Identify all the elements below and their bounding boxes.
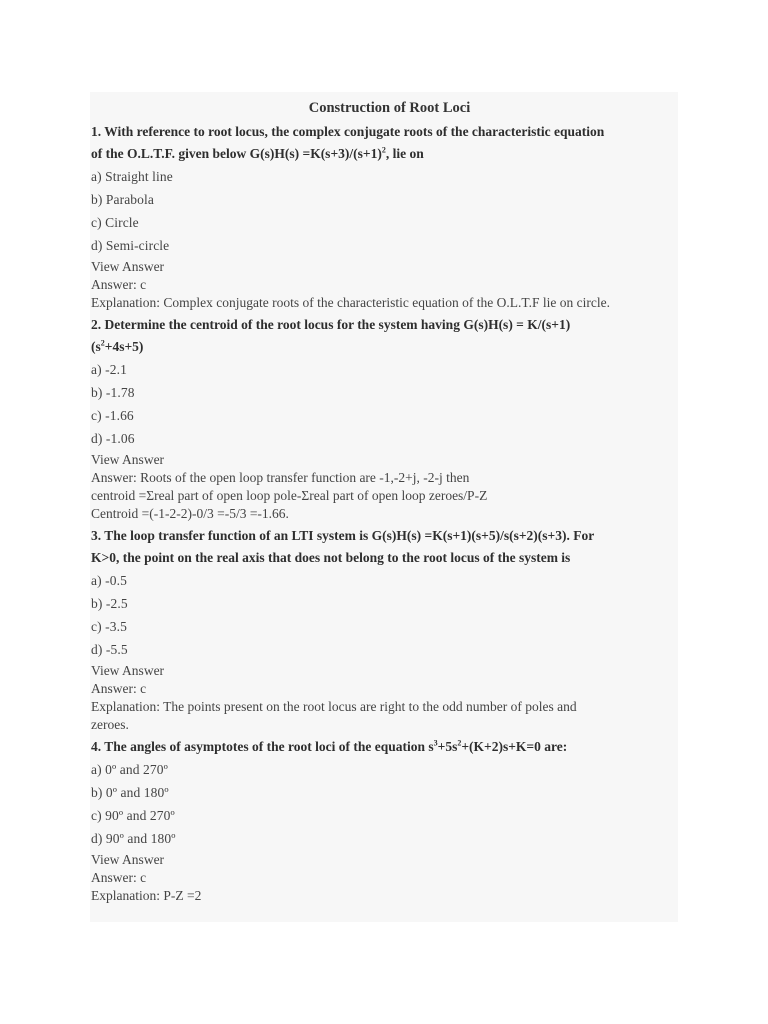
answer-text: Answer: c — [91, 870, 147, 885]
explanation-text: zeroes. — [91, 717, 129, 732]
option-c: c) Circle — [91, 215, 139, 230]
option-b: b) 0º and 180º — [91, 785, 169, 800]
question-4 — [91, 736, 678, 905]
option-d: d) -5.5 — [91, 642, 128, 657]
option-a: a) -0.5 — [91, 573, 127, 588]
option-b: b) -1.78 — [91, 385, 135, 400]
explanation-text: centroid =Σreal part of open loop pole-Σreal part of open loop zeroes/P-Z — [91, 488, 488, 503]
answer-text: Answer: c — [91, 681, 147, 696]
question-3 — [91, 525, 678, 734]
option-c: c) -3.5 — [91, 619, 127, 634]
option-b: b) Parabola — [91, 192, 154, 207]
view-answer-link[interactable]: View Answer — [91, 852, 165, 867]
explanation-text: Explanation: Complex conjugate roots of the characteristic equation of the O.L.T.F lie on circle. — [91, 295, 610, 310]
question-text: K>0, the point on the real axis that does not belong to the root locus of the system is — [91, 550, 571, 565]
option-d: d) -1.06 — [91, 431, 135, 446]
question-text: of the O.L.T.F. given below $G(s)H(s) =K(s+3)/(s+1)^2$, lie on — [91, 145, 424, 161]
explanation-text: Centroid =(-1-2-2)-0/3 =-5/3 =-1.66. — [91, 506, 289, 521]
question-text: 1. With reference to root locus, the complex conjugate roots of the characteristic equation — [91, 124, 605, 139]
view-answer-link[interactable]: View Answer — [91, 452, 165, 467]
question-text: 4. The angles of asymptotes of the root loci of the equation $s^3+5s^2+(K+2)s+K=0$ are: — [91, 738, 568, 754]
option-a: a) -2.1 — [91, 362, 127, 377]
option-b: b) -2.5 — [91, 596, 128, 611]
option-c: c) -1.66 — [91, 408, 134, 423]
page-title: Construction of Root Loci — [308, 100, 471, 116]
answer-text: Answer: c — [91, 277, 147, 292]
option-d: d) Semi-circle — [91, 238, 170, 253]
explanation-text: Explanation: P-Z =2 — [91, 888, 202, 903]
question-text: 2. Determine the centroid of the root locus for the system having G(s)H(s) = K/(s+1) — [91, 317, 571, 332]
explanation-text: Explanation: The points present on the root locus are right to the odd number of poles and — [91, 699, 577, 714]
document-page — [90, 92, 678, 922]
option-d: d) 90º and 180º — [91, 831, 176, 846]
answer-text: Answer: Roots of the open loop transfer function are -1,-2+j, -2-j then — [91, 470, 470, 485]
option-c: c) 90º and 270º — [91, 808, 175, 823]
view-answer-link[interactable]: View Answer — [91, 259, 165, 274]
option-a: a) Straight line — [91, 169, 173, 184]
question-2 — [91, 314, 678, 523]
question-text: 3. The loop transfer function of an LTI system is G(s)H(s) =K(s+1)(s+5)/s(s+2)(s+3). For — [91, 528, 595, 543]
option-a: a) 0º and 270º — [91, 762, 168, 777]
view-answer-link[interactable]: View Answer — [91, 663, 165, 678]
question-text: $(s^2+4s+5)$ — [91, 338, 144, 354]
question-1 — [91, 121, 678, 312]
